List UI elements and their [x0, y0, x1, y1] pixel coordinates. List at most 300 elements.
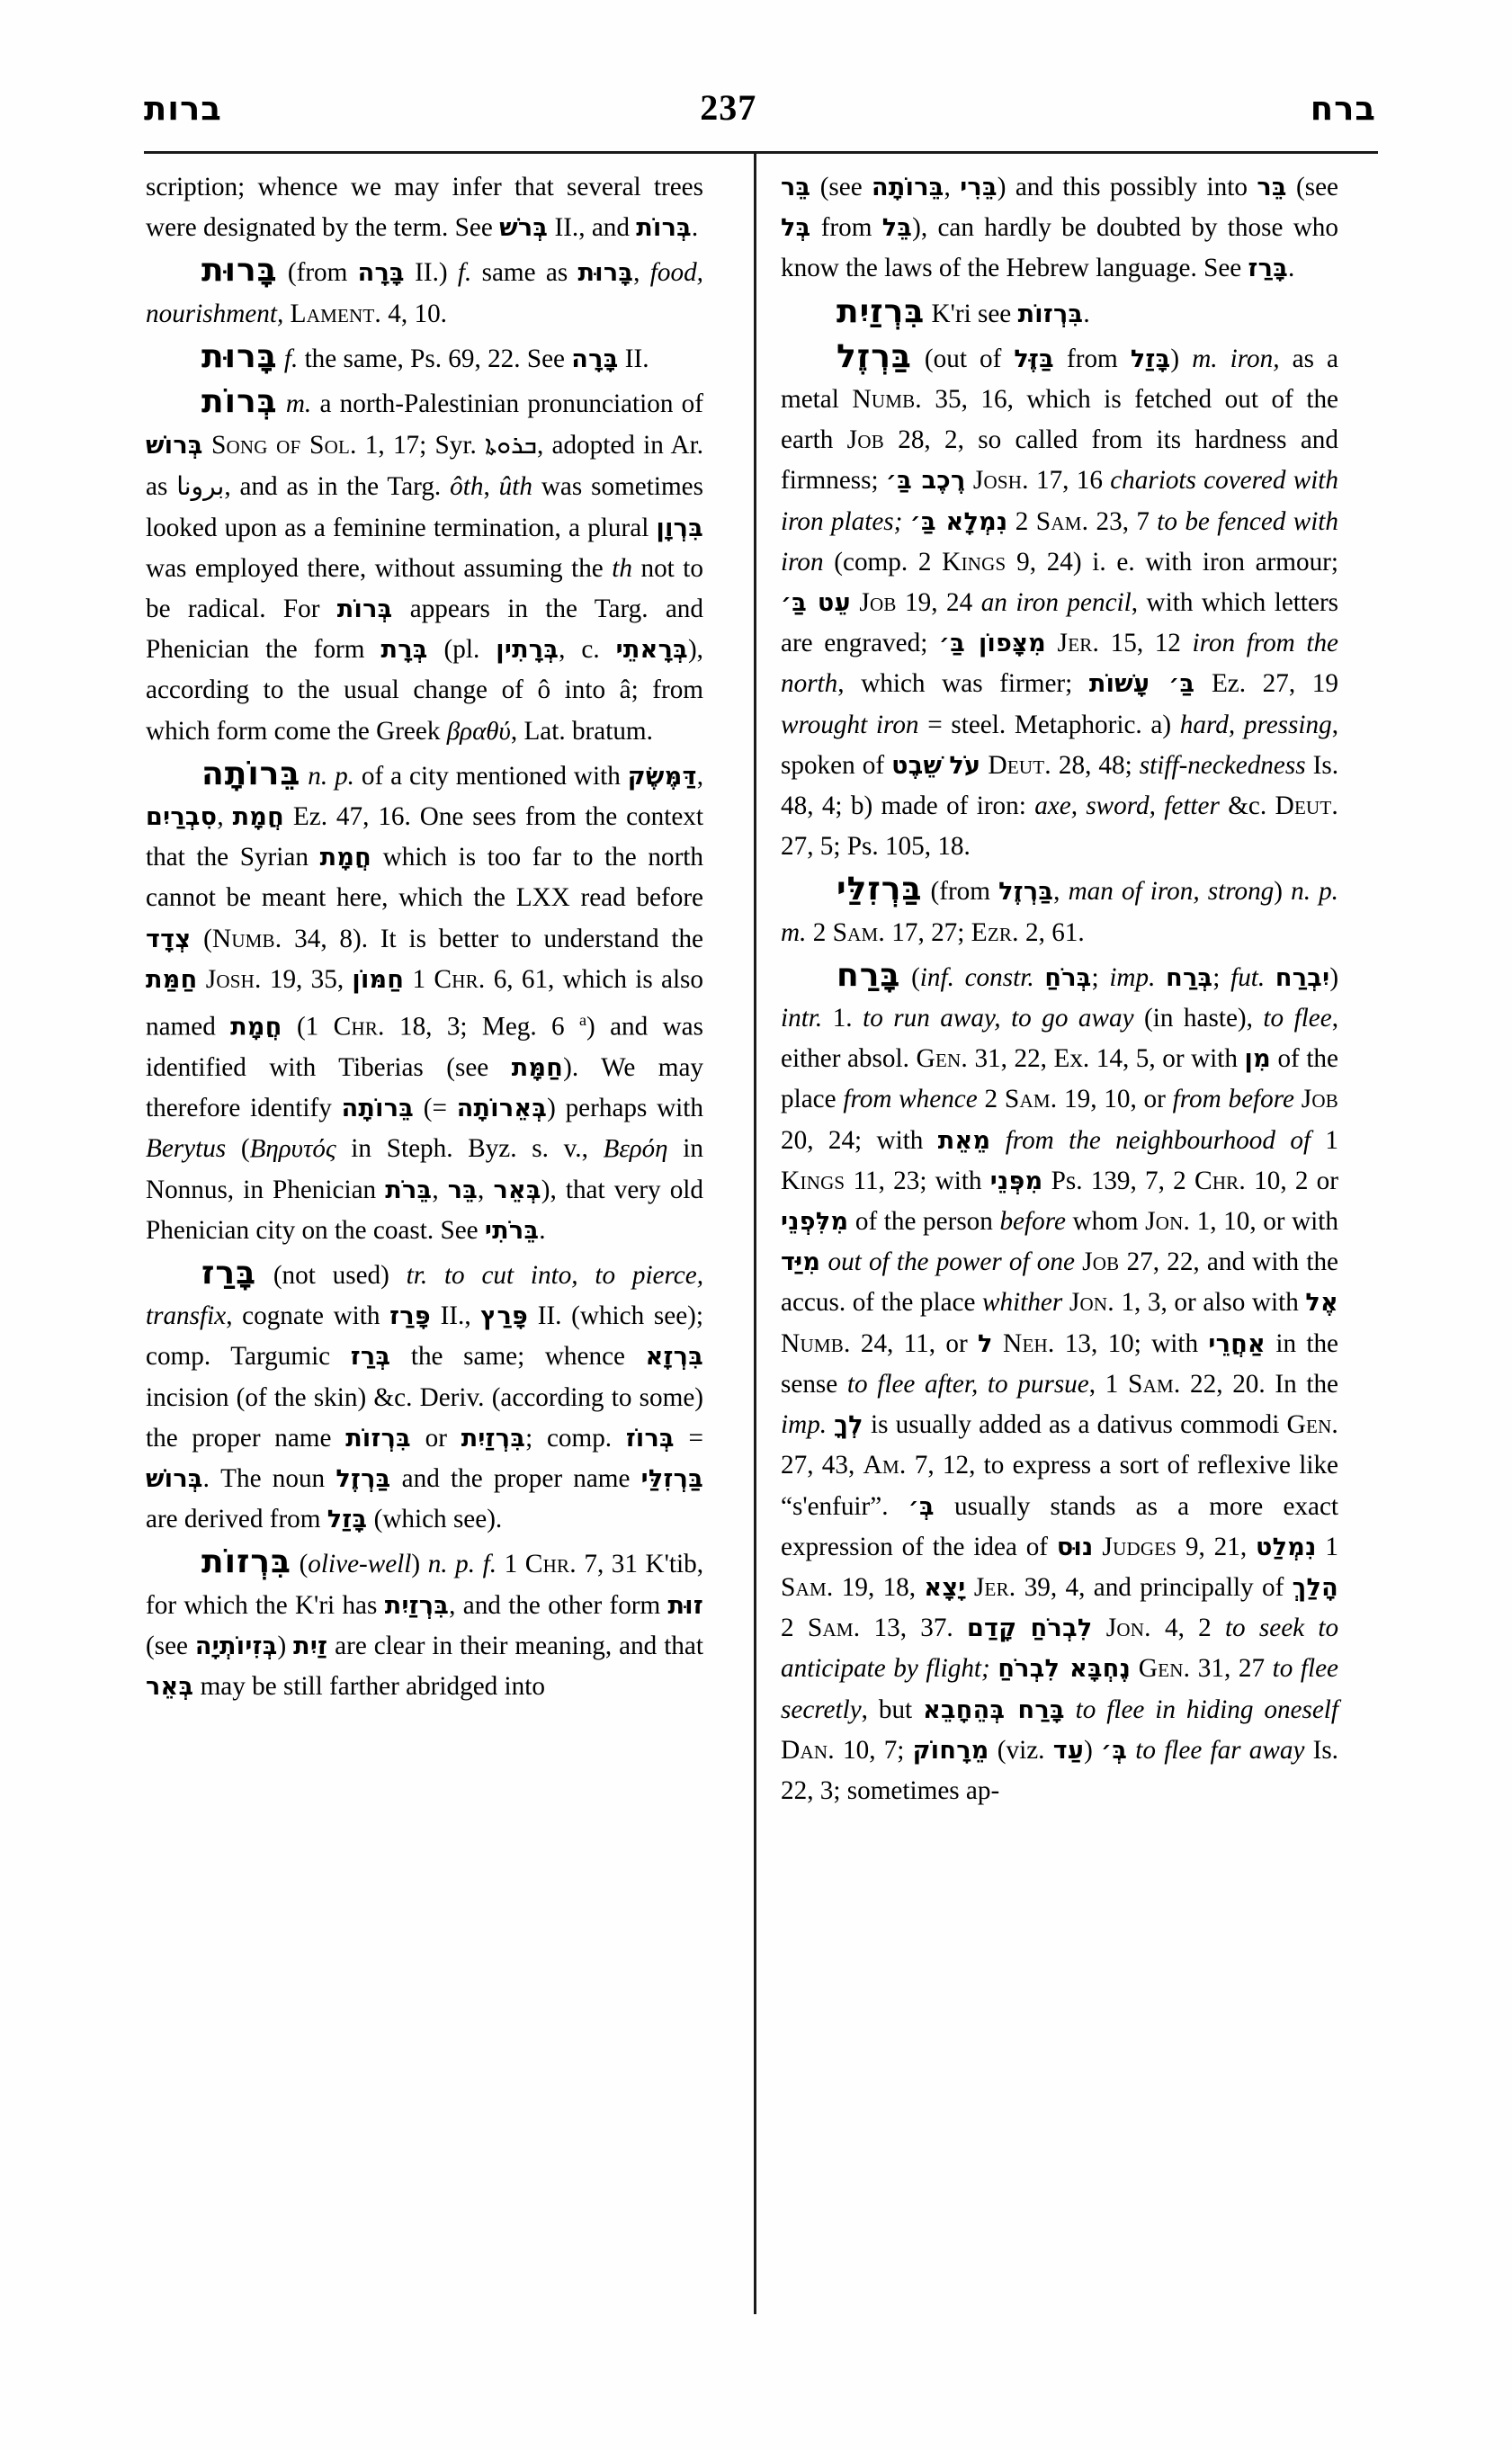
text-run — [1092, 1614, 1105, 1642]
text-run: of the place — [781, 1044, 1338, 1114]
text-run: 2 — [977, 1085, 1005, 1114]
hebrew-word: עַד — [1052, 1736, 1085, 1765]
text-run: , adopted in Ar. as — [146, 431, 703, 502]
hebrew-word: בְּ׳ — [1101, 1736, 1128, 1765]
text-run: Ez. 27, 19 — [1194, 669, 1338, 699]
scripture-abbrev: Deut. — [988, 750, 1051, 780]
text-run: ( — [226, 1134, 250, 1164]
text-run — [1016, 1614, 1030, 1642]
column-divider-rule — [754, 151, 756, 2314]
hebrew-word: בְּאֵרוֹתָה — [456, 1095, 548, 1123]
gloss-italic: to flee after, to pursue — [846, 1369, 1089, 1399]
gloss-italic: to be fenced with iron — [781, 506, 1339, 577]
text-run: from — [1053, 344, 1131, 373]
scripture-abbrev: Chr. — [434, 964, 486, 994]
text-run: (= — [414, 1094, 457, 1123]
hebrew-word: בִּרְזָא — [645, 1343, 703, 1372]
text-run — [1065, 1695, 1076, 1724]
gloss-italic: whither — [982, 1288, 1063, 1318]
running-head — [144, 86, 1376, 140]
text-run: 27, 43, — [781, 1451, 863, 1480]
gloss-italic: ûth — [498, 472, 532, 502]
hebrew-word: בָּרָה — [571, 344, 619, 373]
text-run: , c. — [559, 635, 616, 665]
scripture-abbrev: Numb. — [781, 1328, 851, 1358]
text-run: , 1 — [1088, 1369, 1128, 1399]
text-run: not to be radical. For — [146, 553, 703, 624]
syriac-word: ܒܪܘܬܐ — [485, 430, 537, 460]
scripture-abbrev: Numb. — [211, 924, 282, 953]
text-run: in Nonnus, in Phenician — [146, 1134, 703, 1204]
scripture-abbrev: Sam. — [807, 1614, 861, 1643]
text-run — [197, 965, 205, 994]
hebrew-word: בִּרְזוֹת — [345, 1424, 411, 1453]
text-run: (see — [146, 1631, 195, 1660]
text-run — [993, 1329, 1003, 1358]
entry-berothah — [146, 754, 703, 1251]
scripture-abbrev: Chr. — [333, 1012, 385, 1042]
text-run: (comp. 2 — [823, 547, 943, 577]
text-run — [902, 507, 909, 536]
hebrew-word: עֹל — [949, 751, 981, 780]
hebrew-word: בַּרְזֶל — [998, 878, 1054, 907]
text-run: 1 — [404, 964, 434, 994]
text-run: ), according to the usual change of ô into â; from which form come the Greek — [146, 635, 703, 746]
hebrew-word: דַּמֶּשֶׂק — [627, 762, 697, 791]
text-run — [1062, 1288, 1069, 1317]
gloss-italic: olive-well — [308, 1550, 412, 1579]
text-run: may be still farther abridged into — [193, 1672, 545, 1702]
entry-barach — [781, 955, 1338, 1811]
gloss-italic: n. p. m. — [781, 877, 1338, 947]
hebrew-word: בְּרֹשׁ — [499, 214, 549, 243]
text-run: 1, 17; Syr. — [356, 431, 486, 460]
hebrew-word: יָצָא — [924, 1573, 966, 1602]
text-run: 2 — [1007, 506, 1036, 536]
text-run: 17, 16 — [1028, 466, 1111, 496]
gloss-italic: stiff-neckedness — [1139, 750, 1306, 780]
text-run: , and as in the Targ. — [224, 472, 451, 502]
text-run: 1, 3, or also with — [1114, 1288, 1306, 1318]
text-run: K'ri see — [925, 299, 1018, 328]
gloss-italic: Berytus — [146, 1134, 227, 1164]
text-run: 1 — [1311, 1125, 1339, 1155]
text-run: scription; whence we may infer that several trees were designated by the term. See — [146, 173, 703, 243]
text-run: II., — [430, 1301, 481, 1331]
greek-word: Βηρυτός — [249, 1134, 336, 1164]
hebrew-word: בֵּרֹתִי — [484, 1216, 540, 1245]
hebrew-word: חֲמָת — [319, 844, 372, 872]
text-run: 34, 8). It is better to understand the — [282, 924, 703, 953]
hebrew-word: בַּ׳ עָשׁוֹת — [1088, 670, 1195, 699]
scripture-abbrev: Job — [1082, 1247, 1120, 1277]
text-run — [1075, 1247, 1082, 1276]
scripture-abbrev: Job — [846, 425, 884, 455]
text-run: (1 — [282, 1012, 334, 1042]
gloss-italic: fut. — [1230, 962, 1266, 992]
text-run: 13, 10; with — [1054, 1328, 1209, 1358]
hebrew-word: בְּרוֹת — [636, 214, 692, 243]
scripture-abbrev: Kings — [781, 1166, 845, 1195]
hebrew-word: בַּרְזִלַּי — [640, 1465, 703, 1494]
hebrew-word: בַּרְזֶל — [336, 1465, 391, 1494]
entry-lemma: בַּרְזֶל — [837, 337, 912, 375]
text-run: , — [944, 173, 961, 201]
gloss-italic: to flee in hiding oneself — [1075, 1694, 1339, 1724]
text-run: 10, 7; — [834, 1735, 913, 1765]
scripture-abbrev: Deut. — [1275, 791, 1338, 821]
gloss-italic: food, nourishment, — [146, 258, 703, 328]
hebrew-word: בְּרָתִין — [496, 636, 559, 665]
entry-lemma: בָּרַז — [201, 1255, 257, 1292]
hebrew-word: חֲמָת — [232, 803, 284, 832]
text-run: , which was firmer; — [837, 669, 1089, 699]
hebrew-word: הָלַךְ — [1292, 1573, 1339, 1602]
hebrew-word: בַּזֶּל — [1014, 344, 1054, 373]
text-run: (out of — [911, 344, 1015, 373]
hebrew-word: ל — [978, 1329, 993, 1358]
scripture-abbrev: Dan. — [781, 1735, 835, 1765]
gloss-italic: n. p. — [308, 761, 354, 791]
hebrew-word: אַחֲרֵי — [1208, 1329, 1266, 1358]
text-run: 4, 10. — [381, 299, 447, 328]
text-run: (in haste), — [1133, 1004, 1264, 1033]
scripture-abbrev: Josh. — [205, 964, 262, 994]
text-run — [283, 300, 290, 328]
text-run: incision (of the skin) &c. Deriv. (according to some) the proper name — [146, 1382, 703, 1453]
scripture-abbrev: Judges — [1102, 1532, 1177, 1561]
hebrew-word: עֵט בַּ׳ — [781, 589, 851, 618]
text-run: 31, 22, Ex. 14, 5, or with — [967, 1044, 1245, 1074]
gloss-italic: to flee secretly — [781, 1654, 1339, 1724]
hebrew-word: בְּל — [781, 214, 811, 243]
text-run — [1046, 629, 1058, 657]
hebrew-word: בְּרָאתֵי — [615, 636, 688, 665]
text-run: 7, 31 K'tib, for which the K'ri has — [146, 1550, 704, 1620]
text-run: 2 — [806, 917, 833, 947]
hebrew-word: זַיִת — [293, 1632, 328, 1660]
text-run: ) — [277, 1631, 294, 1660]
text-run — [1094, 1533, 1103, 1561]
text-run: 4, 2 — [1150, 1614, 1225, 1643]
hebrew-word: בָּרַז — [1248, 255, 1288, 283]
text-run — [966, 466, 973, 495]
hebrew-word: בָּרָה — [357, 259, 405, 288]
scripture-abbrev: Job — [1301, 1085, 1338, 1114]
text-run: II. (which see); comp. Targumic — [146, 1301, 703, 1372]
text-run: 18, 3; Meg. 6 — [384, 1012, 579, 1042]
gloss-italic: f. — [283, 344, 299, 373]
text-run: (see — [810, 173, 872, 201]
gloss-italic: tr. to cut into, to pierce, transfix — [146, 1261, 703, 1331]
gloss-italic: imp. — [781, 1410, 828, 1440]
text-run: (from — [922, 877, 999, 907]
text-run: is usually added as a dativus commodi — [863, 1410, 1287, 1440]
text-run: ) perhaps with — [547, 1094, 703, 1123]
text-run: , Lat. bratum. — [510, 716, 653, 746]
text-run — [203, 431, 211, 460]
gloss-italic: m. iron, — [1192, 344, 1280, 373]
greek-word: βραθύ — [446, 716, 511, 746]
text-run: , either absol. — [781, 1004, 1339, 1074]
hebrew-word: בְּאֵר — [146, 1673, 194, 1702]
text-run: 20, 24; with — [781, 1125, 938, 1155]
text-run: same as — [471, 258, 578, 288]
hebrew-word: בִּרְוָן — [656, 514, 703, 542]
hebrew-word: מִלִּפְנֵי — [781, 1208, 849, 1237]
hebrew-word: בְּרֹחַ — [1044, 963, 1092, 992]
entry-barut-2 — [146, 336, 703, 380]
scripture-abbrev: Kings — [942, 547, 1007, 577]
scripture-abbrev: Sam. — [832, 917, 885, 947]
entry-barzel — [781, 336, 1338, 868]
text-run: Is. 22, 3; sometimes ap- — [781, 1735, 1338, 1805]
hebrew-word: בֵּר — [447, 1176, 479, 1204]
text-run: 27, 22, and with the accus. of the place — [781, 1247, 1338, 1318]
text-run: of the person — [848, 1207, 1000, 1237]
text-run: 22, 20. In the — [1180, 1369, 1338, 1399]
gloss-italic: chariots covered with iron plates; — [781, 466, 1339, 536]
hebrew-word: בִּרְזוֹת — [1017, 300, 1084, 328]
scripture-abbrev: Jer. — [973, 1572, 1016, 1602]
text-run — [1294, 1085, 1302, 1113]
hebrew-word: סִבְרַיִם — [146, 803, 218, 832]
hebrew-word: יִבְרַח — [1275, 963, 1330, 992]
hebrew-word: מִפְּנֵי — [989, 1167, 1043, 1195]
scripture-abbrev: Sam. — [781, 1572, 834, 1602]
entry-lemma: בִּרְזַיִת — [837, 292, 926, 330]
hebrew-word: בֵּל — [881, 214, 913, 243]
text-run: ( — [191, 924, 212, 953]
text-run: 2, 61. — [1018, 917, 1085, 947]
text-run: &c. — [1219, 791, 1275, 821]
entry-lemma: בַּרְזִלַּי — [837, 871, 923, 908]
gloss-italic: axe, sword, fetter — [1034, 791, 1220, 821]
text-run — [278, 389, 286, 418]
text-run: ; — [1212, 962, 1231, 992]
text-run — [1034, 963, 1045, 992]
text-run: , and the other form — [449, 1590, 668, 1620]
text-run: ; comp. — [525, 1423, 626, 1453]
text-run: . The noun — [202, 1464, 336, 1494]
text-run: . — [1287, 254, 1295, 283]
text-run: , — [432, 1175, 448, 1204]
hebrew-word: נִמְלָא בַּ׳ — [909, 507, 1008, 536]
text-run: 1, 10, or with — [1190, 1207, 1338, 1237]
hebrew-word: מֵרָחוֹק — [912, 1736, 989, 1765]
hebrew-word: בְּרוֹשׁ — [146, 432, 203, 460]
hebrew-word: זוּת — [667, 1591, 703, 1620]
gloss-italic: iron from the north — [781, 629, 1339, 699]
hebrew-word: בָּרַח בְּהֵחָבֵא — [923, 1695, 1065, 1724]
text-run: 9, 21, — [1176, 1532, 1256, 1561]
hebrew-word: שֵׁבֶט — [891, 751, 943, 780]
text-run: ; — [1091, 962, 1110, 992]
berosh-continuation — [146, 167, 703, 248]
superscript-marker: a — [578, 1011, 587, 1030]
scripture-abbrev: Lament. — [290, 299, 381, 328]
entry-lemma: בְּרוֹת — [201, 383, 278, 421]
text-run: which is too far to the north cannot be meant here, which the LXX read before — [146, 843, 703, 913]
text-run: 1 — [1316, 1532, 1339, 1561]
gloss-italic: an iron pencil — [980, 588, 1132, 618]
scripture-abbrev: Jon. — [1069, 1288, 1114, 1318]
text-run: appears in the Targ. and Phenician the form — [146, 595, 703, 665]
text-run: 1 — [497, 1550, 525, 1579]
text-run — [1155, 963, 1166, 992]
text-run — [990, 1126, 1005, 1155]
text-run: or — [410, 1423, 461, 1453]
entry-birzoth — [146, 1542, 703, 1707]
hebrew-word: נוּס — [1056, 1533, 1094, 1561]
entry-lemma: בָּרוּת — [201, 337, 278, 375]
text-run: (from — [277, 258, 358, 288]
text-run: ) — [1084, 1735, 1102, 1765]
text-run: usually stands as a more exact expression of the idea of — [781, 1491, 1339, 1561]
hebrew-word: בֵּרוֹתָה — [341, 1095, 415, 1123]
scripture-abbrev: Jon. — [1105, 1614, 1151, 1643]
text-run: ) and was identified with Tiberias (see — [146, 1012, 703, 1082]
text-run: , but — [861, 1694, 924, 1724]
arabic-word: برونا — [176, 471, 225, 502]
text-run: ) — [1274, 877, 1292, 907]
hebrew-word: בְּרוֹז — [625, 1424, 675, 1453]
gloss-italic: before — [999, 1207, 1066, 1237]
text-run: 6, 61, which is also named — [146, 964, 704, 1042]
text-run: , spoken of — [781, 710, 1338, 780]
text-run: ), can hardly be doubted by those who know the laws of the Hebrew language. See — [781, 213, 1338, 283]
scripture-abbrev: Sam. — [1127, 1369, 1181, 1399]
hebrew-word: בְּרַז — [350, 1343, 391, 1372]
hebrew-word: בְּרַח — [1166, 963, 1213, 992]
text-run: in Steph. Byz. s. v., — [336, 1134, 604, 1164]
text-run: . — [539, 1215, 546, 1245]
text-run: 28, 2, so called from its hardness and firmness; — [781, 425, 1338, 496]
scripture-abbrev: Job — [859, 588, 897, 618]
scripture-abbrev: Song of Sol. — [210, 431, 357, 460]
text-run: a north-Palestinian pronunciation of — [311, 389, 703, 419]
hebrew-word: חַמַּת — [146, 965, 198, 994]
text-run: , cognate with — [226, 1301, 390, 1331]
hebrew-word: לִבְרֹחַ — [1030, 1614, 1093, 1643]
hebrew-word: חַמָּת — [511, 1054, 564, 1082]
entry-lemma: בֵּרוֹתָה — [201, 755, 301, 792]
text-run — [1127, 1736, 1135, 1765]
text-run — [1131, 1654, 1139, 1683]
text-run: and the proper name — [390, 1464, 641, 1494]
gloss-italic: man of iron, strong — [1068, 877, 1275, 907]
entry-baraz — [146, 1253, 703, 1540]
hebrew-word: בֵּרוֹתָה — [872, 174, 944, 201]
scripture-abbrev: Am. — [863, 1451, 907, 1480]
greek-word: Βερόη — [603, 1134, 668, 1164]
text-run: the same, Ps. 69, 22. See — [298, 344, 572, 373]
text-run: = — [674, 1423, 703, 1453]
hebrew-word: בִּרְזַיִת — [461, 1424, 526, 1453]
scripture-abbrev: Gen. — [916, 1044, 968, 1074]
text-run — [966, 1573, 974, 1602]
entry-lemma: בָּרַח — [837, 956, 901, 994]
text-run: (viz. — [989, 1735, 1053, 1765]
text-run — [278, 344, 284, 373]
hebrew-word: בְּרָת — [380, 636, 428, 665]
text-run: 35, 16, which is fetched out of the earth — [781, 385, 1338, 455]
text-run: , — [217, 802, 233, 832]
scripture-abbrev: Gen. — [1286, 1410, 1339, 1440]
hebrew-word: צְדָד — [146, 925, 192, 953]
text-run: 19, 24 — [896, 588, 981, 618]
text-run: , — [696, 761, 703, 791]
hebrew-word: רֶכֶב בַּ׳ — [885, 467, 966, 496]
text-run: 39, 4, and principally of — [1015, 1572, 1293, 1602]
text-run: ( — [291, 1550, 309, 1579]
hebrew-word: בְּזִיוֹתְיָה — [194, 1632, 278, 1660]
text-run: whom — [1065, 1207, 1146, 1237]
text-run: = steel. Metaphoric. a) — [918, 710, 1180, 739]
text-run: , — [1053, 877, 1069, 907]
text-run: ) — [1170, 344, 1193, 373]
entry-berot-1 — [146, 250, 703, 334]
text-run: (pl. — [427, 635, 497, 665]
text-run: ( — [900, 962, 920, 992]
text-run: 7, 12, to express a sort of reflexive like “s'enfuir”. — [781, 1451, 1339, 1521]
text-run: , — [633, 258, 650, 288]
text-run: ) — [1329, 962, 1339, 992]
scripture-abbrev: Jon. — [1145, 1207, 1191, 1237]
gloss-italic: n. p. f. — [427, 1550, 497, 1579]
text-run: 2 — [781, 1614, 808, 1643]
text-run: 13, 37. — [860, 1614, 967, 1643]
text-run: 10, 2 or — [1245, 1166, 1338, 1195]
gloss-italic: ôth — [450, 472, 484, 502]
text-run: II.) — [404, 258, 458, 288]
text-run: II., and — [548, 213, 637, 243]
gloss-italic: intr. — [781, 1004, 823, 1033]
hebrew-word: בָּזַל — [327, 1506, 368, 1534]
text-run — [851, 588, 859, 617]
gloss-italic: imp. — [1109, 962, 1156, 992]
text-run — [1265, 963, 1275, 992]
text-run: 27, 5; Ps. 105, 18. — [781, 832, 971, 862]
hebrew-word: חַמּוֹן — [352, 965, 405, 994]
text-run: 11, 23; with — [845, 1166, 990, 1195]
hebrew-word: בֵּר — [781, 174, 811, 201]
text-run: . — [1083, 299, 1090, 328]
gloss-italic: m. — [285, 389, 312, 419]
hebrew-word: בְּ׳ — [908, 1492, 935, 1521]
hebrew-word: אֶל — [1305, 1289, 1339, 1318]
text-run: was sometimes looked upon as a feminine termination, a plural — [146, 472, 703, 542]
hebrew-word: מִצָּפוֹן בַּ׳ — [938, 630, 1046, 658]
text-run: from — [810, 213, 882, 243]
hebrew-word: קָדַם — [966, 1614, 1017, 1643]
gloss-italic: to seek to anticipate by flight; — [781, 1614, 1339, 1684]
hebrew-word: בֵּרִי — [960, 174, 998, 201]
text-run: (see — [1286, 173, 1338, 201]
hebrew-word: מִיַּד — [781, 1248, 821, 1277]
scripture-abbrev: Chr. — [1194, 1166, 1246, 1195]
hebrew-word: פָּרַץ — [480, 1302, 529, 1331]
text-run: 1. — [822, 1004, 863, 1033]
page-number: 237 — [700, 87, 757, 128]
text-run: 31, 27 — [1190, 1654, 1273, 1684]
hebrew-word: מֵאֵת — [937, 1126, 991, 1155]
gloss-italic: wrought iron — [781, 710, 919, 739]
text-run: Ps. 139, 7, 2 — [1042, 1166, 1194, 1195]
hebrew-word: נִמְלַט — [1255, 1533, 1317, 1561]
entry-lemma: בָּרוּת — [201, 252, 278, 290]
text-run: 19, 10, or — [1057, 1085, 1173, 1114]
